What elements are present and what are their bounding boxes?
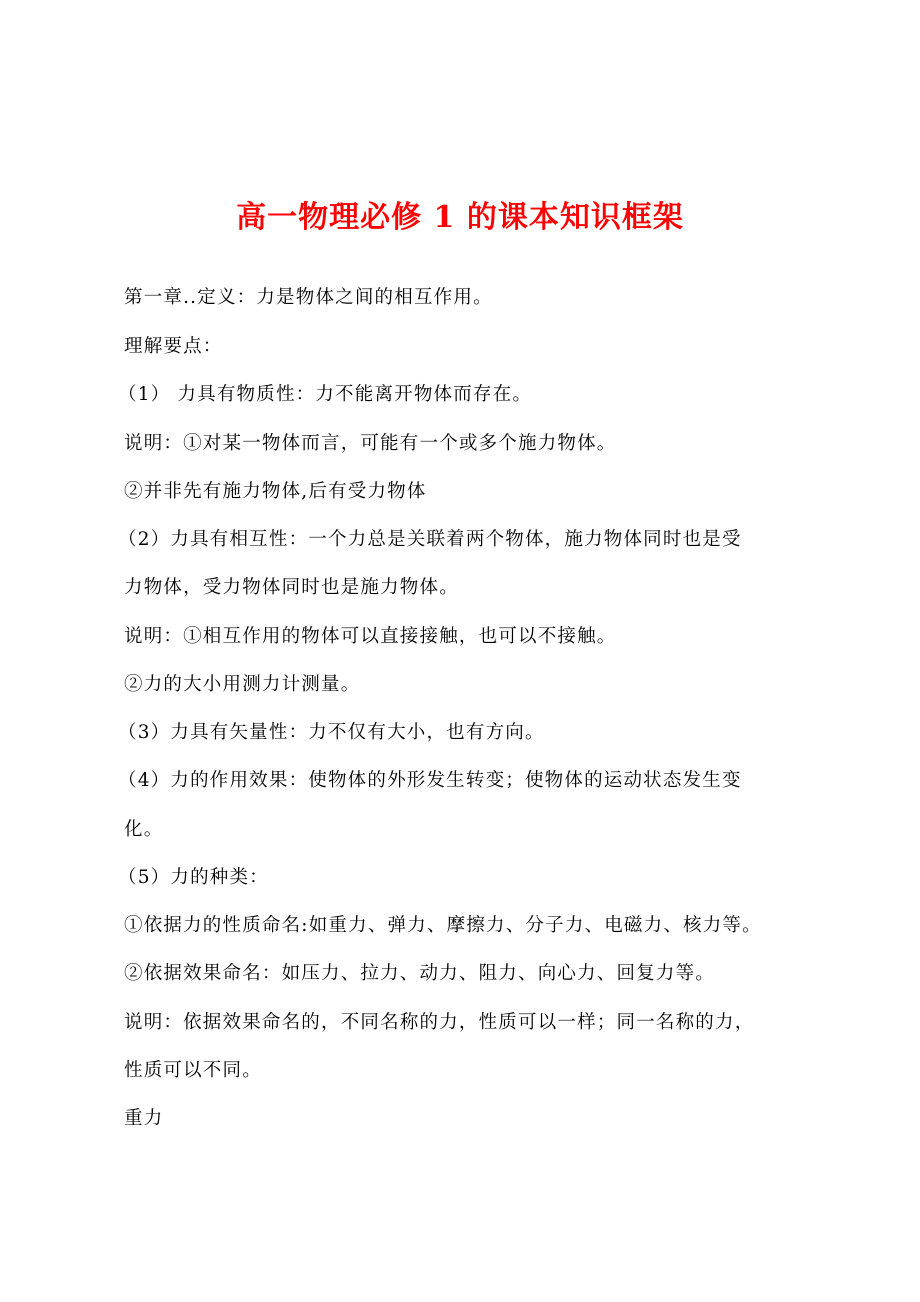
text-line: （4）力的作用效果：使物体的外形发生转变；使物体的运动状态发生变 [118,770,742,791]
text-line: ②并非先有施力物体,后有受力物体 [124,481,427,502]
text-line: 理解要点： [124,336,223,357]
text-line: 化。 [124,819,164,840]
text-line: 性质可以不同。 [124,1060,262,1081]
text-line: （1） 力具有物质性：力不能离开物体而存在。 [118,384,533,405]
text-line: ②依据效果命名：如压力、拉力、动力、阻力、向心力、回复力等。 [124,963,716,984]
text-line: 力物体，受力物体同时也是施力物体。 [124,577,459,598]
text-line: ②力的大小用测力计测量。 [124,674,361,695]
text-line: （3）力具有矢量性：力不仅有大小，也有方向。 [118,722,545,743]
text-line: （5）力的种类： [118,867,269,888]
text-line: 重力 [124,1108,164,1129]
text-line: （2）力具有相互性：一个力总是关联着两个物体，施力物体同时也是受 [118,529,742,550]
document-title: 高一物理必修 1 的课本知识框架 [236,200,684,235]
text-line: 说明：依据效果命名的，不同名称的力，性质可以一样；同一名称的力， [124,1012,755,1033]
text-line: ①依据力的性质命名:如重力、弹力、摩擦力、分子力、电磁力、核力等。 [124,915,762,936]
text-line: 说明：①相互作用的物体可以直接接触，也可以不接触。 [124,626,617,647]
text-line: 第一章..定义：力是物体之间的相互作用。 [124,287,493,308]
text-line: 说明：①对某一物体而言，可能有一个或多个施力物体。 [124,433,617,454]
